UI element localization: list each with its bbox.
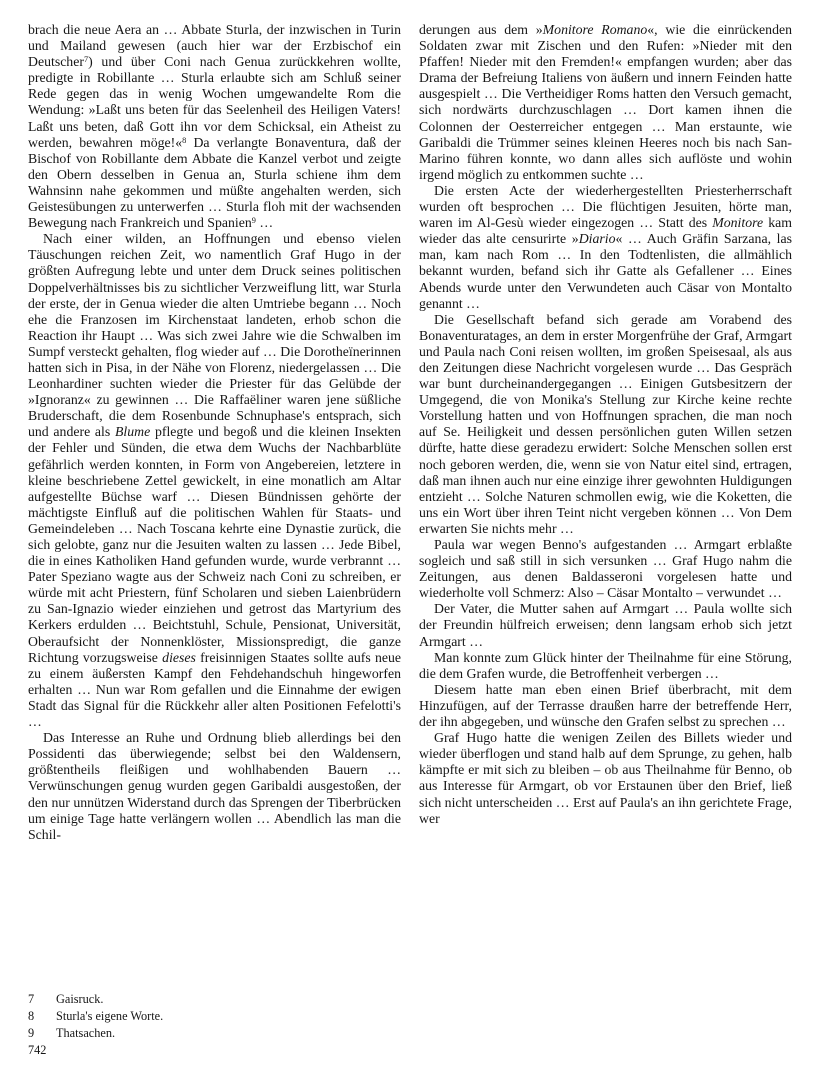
- paragraph: Paula war wegen Benno's aufgestanden … Armgart erblaßte sogleich und saß still in sich versunken … Graf Hugo nahm die Zeitungen, aus denen Baldasseroni vorgelesen hatte und wiederholte voll Schmerz: Also – Cäsar Montalto – verwundet …: [419, 537, 792, 601]
- footnote-number: 9: [28, 1026, 35, 1040]
- text-columns: [28, 22, 792, 990]
- footnote-number: 8: [28, 1009, 35, 1023]
- paragraph: Nach einer wilden, an Hoffnungen und ebenso vielen Täuschungen reichen Zeit, wo namentlich Graf Hugo in der größten Aufregung lebte und unter dem Druck seines politischen Doppelverhältnisses bis zu sichtlicher Verzweiflung litt, war Sturla der erste, der in Genua wieder die alten Umtriebe begann … Noch ehe die Franzosen im Kirchenstaat landeten, erhob schon die Reaction ihr Haupt … Was sich zwei Jahre wie die Schwalben im Sumpf versteckt gehalten, flog wieder auf … Die Dorotheïnerinnen hatten sich in Pisa, in der Nähe von Florenz, niedergelassen … Die Leonhardiner suchten wieder die Priester für das Gelübde der »Ignoranz« zu gewinnen … Die Raffaëliner waren jene süßliche Bruderschaft, die dem Rosenbunde Schnuphase's entsprach, sich und andere als Blume pflegte und begoß und die kleinen Insekten der Fehler und Sünden, die etwa dem Wuchs der Nachbarblüte gefährlich werden konnten, in Form von Angebereien, letztere in kleine beschriebene Zettel gewickelt, in eine monatlich am Altar aufgestellte Büchse warf … Diesen Bündnissen gehörte der mächtigste Einfluß auf die politischen Wahlen für Staats- und Gemeindeleben … Nach Toscana kehrte eine Dynastie zurück, die sich gelobte, ganz nur die Jesuiten walten zu lassen … Jede Bibel, die in eines Katholiken Hand gefunden wurde, wurde verbrannt … Pater Speziano wagte aus der Schweiz nach Coni zu schreiben, er würde mit acht Priestern, fünf Scholaren und sieben Laienbrüdern zu San-Ignazio wieder einziehen und getrost das Martyrium des Kerkers erdulden … Beichtstuhl, Schule, Pensionat, Universität, Oberaufsicht der Nonnenklöster, Missionspredigt, die ganze Richtung vorzugsweise dieses freisinnigen Staates sollte aufs neue zu einem äußersten Kampf den Fehdehandschuh hingeworfen erhalten … Nun war Rom gefallen und die Einnahme der ewigen Stadt das Signal für die Rückkehr aller alten Positionen Fefelotti's …: [28, 231, 402, 730]
- footnote: [28, 1008, 402, 1025]
- paragraph: Der Vater, die Mutter sahen auf Armgart … Paula wollte sich der Freundin hülfreich erweisen; denn langsam erhob sich jetzt Armgart …: [419, 601, 792, 649]
- paragraph: Die Gesellschaft befand sich gerade am Vorabend des Bonaventuratages, an dem in erster Morgenfrühe der Graf, Armgart und Paula nach Coni reisen wollten, im großen Speisesaal, als aus den Zeitungen diese Nachricht vorgelesen wurde … Das Gespräch war bunt durcheinandergegangen … Einigen Gutsbesitzern der Umgegend, die von Monika's Stellung zur Kirche keine rechte Vorstellung hatten und von Hoffnungen sprachen, die man noch auf Se. Heiligkeit und dessen persönlichen guten Willen setzen dürfte, hatte diese geradezu erwidert: Solche Menschen sollen erst noch geboren werden, die, wenn sie von Natur eitel sind, ertragen, daß man ihnen auch nur eine einzige ihrer gewohnten Huldigungen entzieht … Solche Naturen schmollen ewig, wie die Koketten, die uns ein Wort über ihren Teint nicht vergeben können … Von Dem erwarten Sie nichts mehr …: [419, 311, 792, 536]
- paragraph: Diesem hatte man eben einen Brief überbracht, mit dem Hinzufügen, auf der Terrasse draußen harre der betreffende Herr, der ihn abgegeben, und wünsche den Grafen selbst zu sprechen …: [419, 681, 792, 730]
- footnote-marker: 9: [251, 216, 256, 225]
- page-footer: [28, 991, 402, 1059]
- paragraph: brach die neue Aera an … Abbate Sturla, der inzwischen in Turin und Mailand gewesen (auch hier war der Erzbischof ein Deutscher$^7$) und über Coni nach Genua zurückkehren wollte, predigte in Robillante … Sturla erlaubte sich am Schluß seiner Rede gegen das in wenig Wochen umgewandelte Rom die Wendung: »Laßt uns beten für das Seelenheil des Heiligen Vaters! Laßt uns beten, daß Gott ihn vor dem Schicksal, ein Atheist zu werden, bewahren möge!«$^8$ Da verlangte Bonaventura, daß der Bischof von Robillante dem Abbate die Kanzel verbot und zeigte den Obern desselben in Genua an, Sturla schiene ihm dem Wahnsinn nahe gekommen und müßte angehalten werden, sich Geistesübungen zu unterwerfen … Sturla floh mit der wachsenden Bewegung nach Frankreich und Spanien$^9$ …: [28, 22, 401, 231]
- footnote-marker: 8: [182, 135, 187, 145]
- footnote-marker: 7: [83, 55, 89, 65]
- left-column: [28, 22, 401, 990]
- right-column: [419, 22, 792, 990]
- footnote-text: Gaisruck.: [56, 992, 104, 1006]
- footnote-list: [28, 991, 402, 1042]
- paragraph: Die ersten Acte der wiederhergestellten Priesterherrschaft wurden oft besprochen … Die flüchtigen Jesuiten, hörte man, waren im Al-Gesù wieder eingezogen … Statt des Monitore kam wieder das alte censurirte »Diario« … Auch Gräfin Sarzana, las man, kam nach Rom … In den Todtenlisten, die allmählich bekannt wurden, befand sich ihr Gatte als Gefallener … Eines Abends wurde unter den Verwundeten auch Cäsar von Montalto genannt …: [419, 182, 792, 311]
- page-number: 742: [28, 1043, 47, 1057]
- footnote: [28, 991, 402, 1008]
- paragraph: Man konnte zum Glück hinter der Theilnahme für eine Störung, die dem Grafen wurde, die Betroffenheit verbergen …: [419, 649, 792, 681]
- paragraph: derungen aus dem »Monitore Romano«, wie die einrückenden Soldaten zwar mit Zischen und den Rufen: »Nieder mit den Pfaffen! Nieder mit den Fremden!« empfangen wurden; aber das Drama der Befreiung Italiens von äußern und innern Feinden hatte ausgespielt … Die Vertheidiger Roms hatten den Versuch gemacht, sich nordwärts durchzuschlagen … Dort kamen ihnen die Colonnen der Oesterreicher entgegen … Man erstaunte, wie Garibaldi die Trümmer seines kleinen Heeres noch bis nach San-Marino führen konnte, wo dann alles sich auflöste und wohin irgend möglich zu entkommen suchte …: [419, 22, 792, 182]
- footnote-number: 7: [28, 992, 35, 1006]
- footnote: [28, 1025, 402, 1042]
- paragraph: Das Interesse an Ruhe und Ordnung blieb allerdings bei den Possidenti das überwiegende; selbst bei den Waldensern, größtentheils fleißigen und wohlhabenden Bauern … Verwünschungen genug wurden gegen Garibaldi ausgestoßen, der den nur unnützen Widerstand durch das Sprengen der Tiberbrücken um einige Tage hatte verlängern wollen … Abendlich las man die Schil-: [28, 730, 401, 842]
- footnote-text: Sturla's eigene Worte.: [56, 1009, 164, 1023]
- paragraph: Graf Hugo hatte die wenigen Zeilen des Billets wieder und wieder überflogen und stand halb auf dem Sprunge, zu gehen, halb kämpfte er mit sich zu bleiben – ob aus Theilnahme für Benno, ob aus Interesse für Armgart, ob vor Erstaunen über den Brief, ließ sich nicht unterscheiden … Erst auf Paula's an ihn gerichtete Frage, wer: [419, 730, 792, 826]
- footnote-text: Thatsachen.: [56, 1026, 116, 1040]
